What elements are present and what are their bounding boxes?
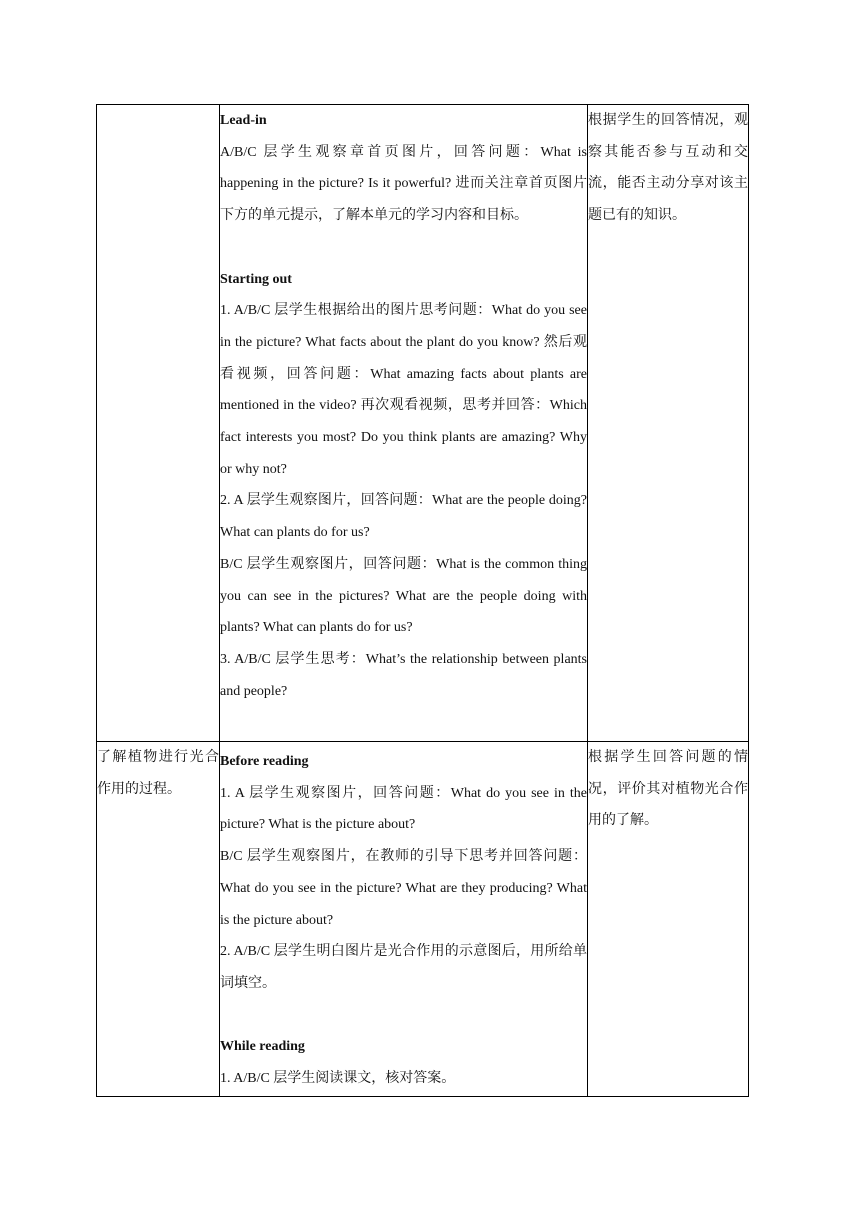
activity-paragraph: 1. A/B/C 层学生根据给出的图片思考问题：What do you see in the picture? What facts about the plant do you know? 然后观看视频，回答问题：What amazing facts about plants are mentioned in the video? 再次观看视频，思考并回答：Which fact interests you most? Do you think plants are amazing? Why or why not? xyxy=(220,303,587,477)
section-heading: Before reading xyxy=(220,754,309,769)
table-row xyxy=(97,105,749,742)
activities-cell xyxy=(220,105,588,742)
section-heading: Lead-in xyxy=(220,113,267,128)
assessment-cell xyxy=(588,742,749,1097)
lesson-plan-table xyxy=(96,104,749,1097)
section-heading: While reading xyxy=(220,1039,305,1055)
section-heading: Starting out xyxy=(220,271,292,287)
activity-paragraph: 3. A/B/C 层学生思考：What’s the relationship between plants and people? xyxy=(220,651,587,699)
objective-cell xyxy=(97,105,220,742)
assessment-text: 根据学生回答问题的情况，评价其对植物光合作用的了解。 xyxy=(588,750,748,829)
activity-paragraph: 1. A 层学生观察图片，回答问题：What do you see in the picture? What is the picture about? xyxy=(220,785,587,833)
activity-paragraph: 2. A 层学生观察图片，回答问题：What are the people doing? What can plants do for us? xyxy=(220,493,587,541)
table-row xyxy=(97,742,749,1097)
activity-paragraph: A/B/C 层学生观察章首页图片，回答问题：What is happening in the picture? Is it powerful? 进而关注章首页图片下方的单元提示，了解本单元的学习内容和目标。 xyxy=(220,144,587,224)
activity-paragraph: B/C 层学生观察图片，回答问题：What is the common thing you can see in the pictures? What are the people doing with plants? What can plants do for us? xyxy=(220,556,587,636)
activity-paragraph: 2. A/B/C 层学生明白图片是光合作用的示意图后，用所给单词填空。 xyxy=(220,944,587,991)
activity-paragraph: 1. A/B/C 层学生阅读课文，核对答案。 xyxy=(220,1071,456,1087)
objective-text: 了解植物进行光合作用的过程。 xyxy=(97,750,219,797)
activity-paragraph: B/C 层学生观察图片，在教师的引导下思考并回答问题：What do you see in the picture? What are they producing? What is the picture about? xyxy=(220,849,587,928)
assessment-cell xyxy=(588,105,749,742)
activities-cell xyxy=(220,742,588,1097)
objective-cell xyxy=(97,742,220,1097)
assessment-text: 根据学生的回答情况，观察其能否参与互动和交流，能否主动分享对该主题已有的知识。 xyxy=(588,113,748,224)
